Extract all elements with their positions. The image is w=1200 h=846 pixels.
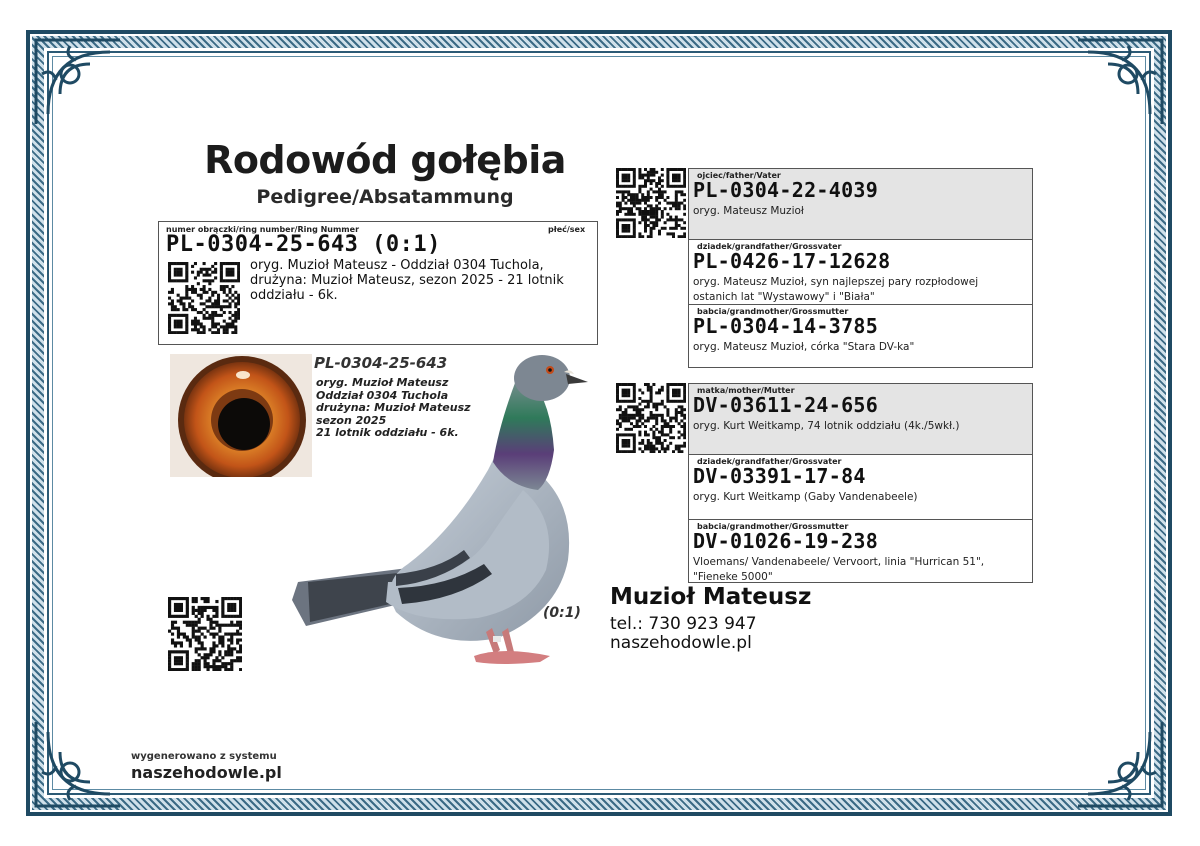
father-ring-number: PL-0304-22-4039	[693, 178, 879, 202]
photo-line-breeder: oryg. Muzioł Mateusz	[316, 376, 449, 389]
mother-ring-number: DV-03611-24-656	[693, 393, 879, 417]
paternal-grandfather-description: oryg. Mateusz Muzioł, syn najlepszej pary rozpłodowej ostanich lat "Wystawowy" i "Biała"	[693, 276, 979, 303]
maternal-grandfather-box	[688, 454, 1033, 520]
paternal-grandmother-caption: babcia/grandmother/Grossmutter	[697, 307, 849, 316]
father-qr-code[interactable]	[616, 168, 686, 238]
pigeon-photo	[288, 350, 598, 672]
corner-ornament-top-left	[30, 34, 126, 130]
photo-sex-label: (0:1)	[543, 605, 581, 621]
footer-qr-code[interactable]	[168, 597, 242, 671]
paternal-grandmother-ring: PL-0304-14-3785	[693, 314, 879, 338]
corner-ornament-bottom-left	[30, 716, 126, 812]
ring-number-caption: numer obrączki/ring number/Ring Nummer	[166, 225, 360, 234]
paternal-grandfather-box	[688, 239, 1033, 305]
main-description: oryg. Muzioł Mateusz - Oddział 0304 Tuchola, drużyna: Muzioł Mateusz, sezon 2025 - 21 lotnik oddziału - 6k.	[250, 258, 564, 303]
mother-description: oryg. Kurt Weitkamp, 74 lotnik oddziału (4k./5wkł.)	[693, 420, 960, 432]
mother-qr-code[interactable]	[616, 383, 686, 453]
page-subtitle: Pedigree/Absatammung	[256, 186, 514, 208]
corner-ornament-top-right	[1072, 34, 1168, 130]
footer-site-link[interactable]: naszehodowle.pl	[131, 763, 282, 782]
paternal-grandfather-caption: dziadek/grandfather/Grossvater	[697, 242, 842, 251]
corner-ornament-bottom-right	[1072, 716, 1168, 812]
photo-line-section: Oddział 0304 Tuchola	[316, 388, 449, 402]
maternal-grandfather-ring: DV-03391-17-84	[693, 464, 866, 488]
father-box	[688, 168, 1033, 240]
maternal-grandmother-caption: babcia/grandmother/Grossmutter	[697, 522, 849, 531]
mother-caption: matka/mother/Mutter	[697, 386, 795, 395]
photo-line-season: sezon 2025	[316, 413, 387, 427]
owner-phone[interactable]: tel.: 730 923 947	[610, 614, 757, 634]
father-description: oryg. Mateusz Muzioł	[693, 205, 804, 217]
main-qr-code[interactable]	[168, 262, 240, 334]
father-caption: ojciec/father/Vater	[697, 171, 781, 180]
main-ring-number: PL-0304-25-643 (0:1)	[166, 232, 441, 257]
paternal-grandmother-description: oryg. Mateusz Muzioł, córka "Stara DV-ka"	[693, 341, 915, 353]
mother-box	[688, 383, 1033, 455]
maternal-grandfather-description: oryg. Kurt Weitkamp (Gaby Vandenabeele)	[693, 491, 918, 503]
photo-line-result: 21 lotnik oddziału - 6k.	[316, 426, 459, 439]
photo-ring-number: PL-0304-25-643	[314, 354, 448, 372]
page-title: Rodowód gołębia	[204, 138, 566, 182]
photo-line-team: drużyna: Muzioł Mateusz	[316, 401, 471, 414]
maternal-grandmother-description: Vloemans/ Vandenabeele/ Vervoort, linia "Hurrican 51", "Fieneke 5000"	[693, 556, 985, 583]
paternal-grandmother-box	[688, 304, 1033, 368]
paternal-grandfather-ring: PL-0426-17-12628	[693, 249, 891, 273]
generated-by-label: wygenerowano z systemu	[131, 751, 277, 762]
owner-name: Muzioł Mateusz	[610, 584, 812, 610]
sex-caption: płeć/sex	[548, 225, 586, 234]
maternal-grandmother-ring: DV-01026-19-238	[693, 529, 879, 553]
maternal-grandfather-caption: dziadek/grandfather/Grossvater	[697, 457, 842, 466]
maternal-grandmother-box	[688, 519, 1033, 583]
owner-website-link[interactable]: naszehodowle.pl	[610, 633, 752, 653]
